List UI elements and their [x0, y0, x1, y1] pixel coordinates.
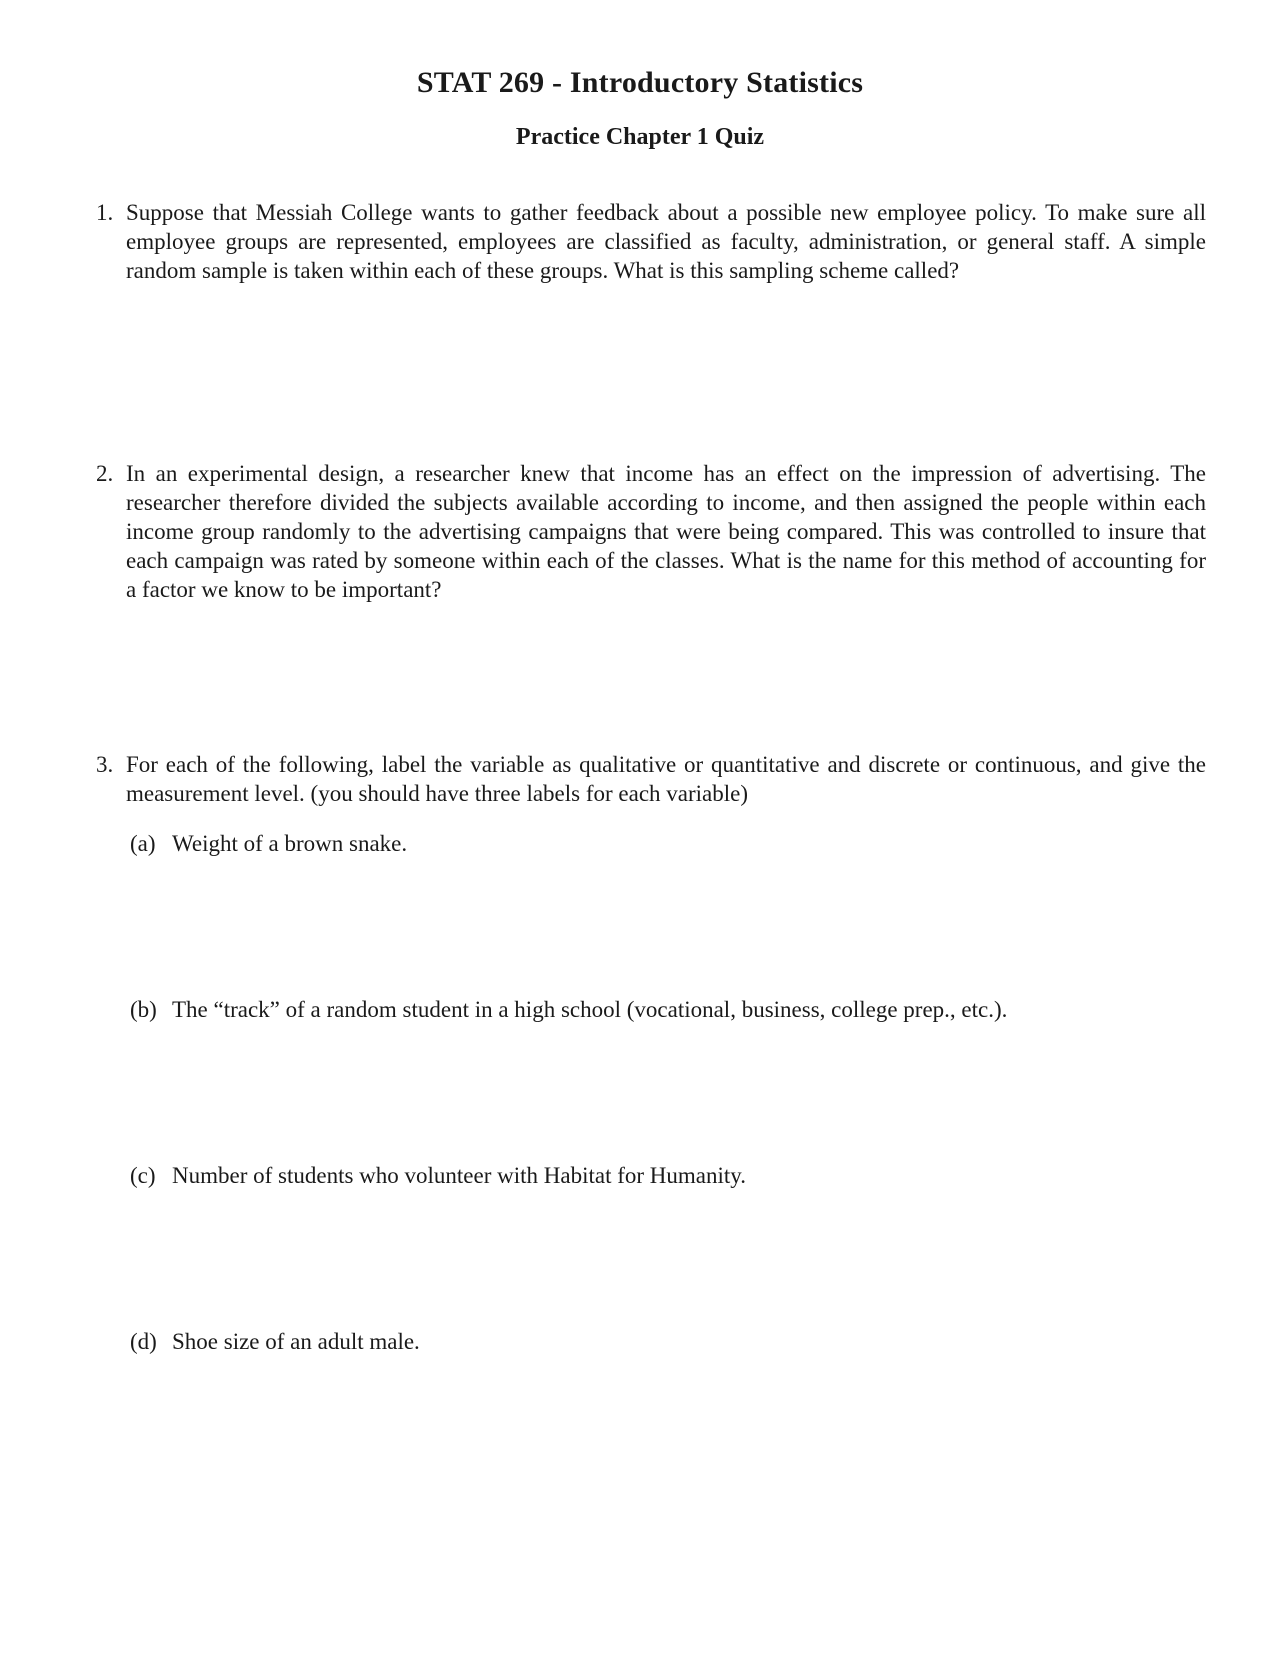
- page-title: STAT 269 - Introductory Statistics: [416, 66, 864, 99]
- question-number: 2.: [96, 461, 114, 486]
- question-text: Suppose that Messiah College wants to gather feedback about a possible new employee policy. To make sure all employee groups are represented, employees are classified as faculty, administration, or general staff. A simple random sample is taken within each of these groups. What is this sampling scheme called?: [126, 200, 1206, 283]
- question-number: 3.: [96, 752, 114, 777]
- question-text: In an experimental design, a researcher knew that income has an effect on the impression of advertising. The researcher therefore divided the subjects available according to income, and then assigned the people within each income group randomly to the advertising campaigns that were being compared. This was controlled to insure that each campaign was rated by someone within each of the classes. What is the name for this method of accounting for a factor we know to be important?: [126, 461, 1206, 602]
- question-1: [96, 198, 1206, 285]
- part-label: (c): [130, 1163, 156, 1188]
- part-text: Number of students who volunteer with Habitat for Humanity.: [172, 1163, 747, 1188]
- page-subtitle: Practice Chapter 1 Quiz: [515, 124, 765, 150]
- question-3: [96, 750, 1206, 808]
- question-text: For each of the following, label the variable as qualitative or quantitative and discrete or continuous, and give the measurement level. (you should have three labels for each variable): [126, 752, 1206, 806]
- question-3-part-c: [130, 1161, 746, 1190]
- part-label: (b): [130, 997, 157, 1022]
- part-label: (a): [130, 831, 156, 856]
- part-label: (d): [130, 1329, 157, 1354]
- question-3-part-b: [130, 995, 1007, 1024]
- part-text: Weight of a brown snake.: [172, 831, 408, 856]
- question-number: 1.: [96, 200, 114, 225]
- part-text: The “track” of a random student in a high school (vocational, business, college prep., etc.).: [172, 997, 1008, 1022]
- question-3-part-d: [130, 1327, 420, 1356]
- question-3-part-a: [130, 829, 407, 858]
- question-2: [96, 459, 1206, 604]
- part-text: Shoe size of an adult male.: [172, 1329, 420, 1354]
